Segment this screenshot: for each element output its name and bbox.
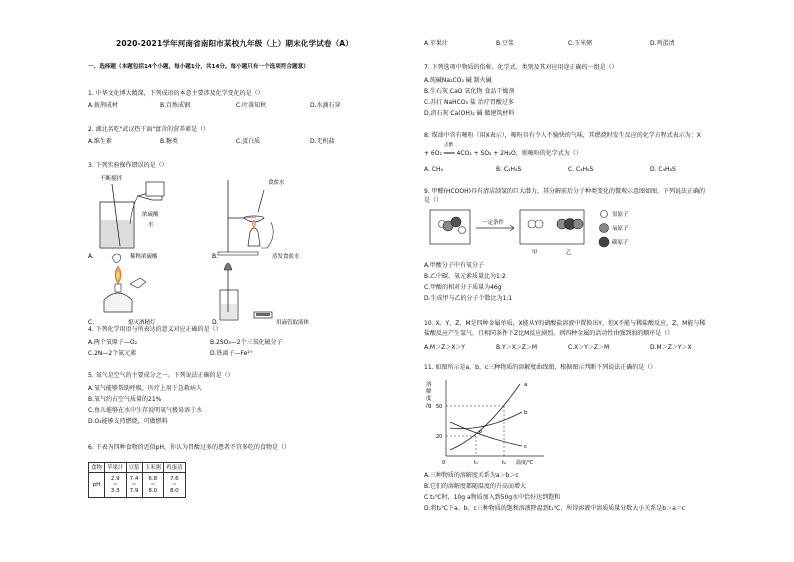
q8-option-c[interactable]: C. C₄H₆S [568,166,594,173]
q7-option-c[interactable]: C.苏打 NaHCO₃ 盐 治疗胃酸过多 [424,99,514,106]
q7-option-a[interactable]: A.纯碱Na₂CO₃ 碱 制火碱 [424,77,492,84]
q3-figure [88,172,394,332]
q9-stem-cont: 是（） [424,197,443,204]
salt-water-label: 食盐水 [268,180,285,186]
x-tick-label: t₂ [502,460,506,466]
table-header-cell: 豆浆 [126,463,142,473]
q11-option-b[interactable]: B.它们的溶解度都随温度的升高而增大 [424,483,527,490]
legend-hydrogen: 氢原子 [612,212,629,218]
section-heading: 一、选择题（本题包括14个小题，每小题1分，共14分。每小题只有一个选项符合题意） [88,64,309,70]
q3-d-letter: D. [212,319,219,326]
left-column [88,28,394,562]
q9-option-d[interactable]: D.生成甲与乙的分子个数比为1:1 [424,295,513,302]
curve-a [450,384,520,450]
q10-option-c[interactable]: C.X＞Y＞Z＞M [568,344,610,351]
q3-a-caption: 稀释浓硫酸 [130,254,158,260]
x-axis-label: 温度/℃ [516,460,534,466]
q9-option-b[interactable]: B.乙中碳、氧元素质量比为1:2 [424,273,506,280]
q1-option-c[interactable]: C.叶落知秋 [236,102,267,109]
evaporation-diagram [218,180,273,255]
q5-option-c[interactable]: C.鱼儿能够在水中生存说明氧气极易溶于水 [88,407,203,414]
table-header-cell: 鸡蛋清 [164,463,186,473]
q4-stem: 4. 下列化学用语与所表达的意义对应正确的是（） [88,326,222,333]
table-header-cell: 苹果汁 [105,463,127,473]
series-label-a: a [524,382,528,388]
q9-molecule-diagram [424,208,770,258]
ph-low: 2.9 [110,476,120,482]
q3-b-caption: 蒸发食盐水 [272,254,300,260]
q6-option-d[interactable]: D.鸡蛋清 [650,40,675,47]
q3-a-letter: A. [88,253,94,260]
ph-high: 3.3 [110,488,120,494]
q5-option-b[interactable]: B.氧气约占空气质量的21% [88,396,162,403]
carbon-atom-icon [599,237,609,247]
oxygen-atom-icon [600,224,609,233]
y-label-char: 溶 [426,382,432,388]
x-tick-label: 0 [442,460,446,466]
reaction-condition: 一定条件 [482,220,505,226]
q7-option-b[interactable]: B.生石灰 CaO 氧化物 食品干燥剂 [424,88,515,95]
q3-d-caption: 用滴管取液体 [276,320,310,326]
label-yi: 乙 [566,250,572,256]
q9-option-a[interactable]: A.甲酸分子中有氧分子 [424,262,484,269]
q8-option-d[interactable]: D. C₄H₈S [650,166,676,173]
ph-table [88,462,186,498]
q3-stem: 3. 下列实验操作错误的是（） [88,162,168,169]
q10-option-a[interactable]: A.M＞Z＞X＞Y [424,344,465,351]
q8-option-a[interactable]: A. CH₄ [424,166,443,173]
q5-stem: 5. 氧气是空气的主要成分之一。下列说法正确的是（） [88,372,234,379]
alcohol-lamp-diagram [104,266,146,312]
exam-title: 2020-2021学年河南省南阳市某校九年级（上）期末化学试卷（A） [116,39,353,48]
x-tick-label: t₁ [474,460,478,466]
y-label-char: 度 [426,396,432,402]
q9-stem: 9. 甲醛(HCOOH)具有清洁制氢的巨大潜力，其分解前后分子种类变化的微观示意图如图，下列说法正确的 [424,188,705,195]
q11-option-a[interactable]: A.三种物质的溶解度关系为a＞b＞c [424,472,519,479]
q6-stem: 6. 下表为四种食物的近似pH，你认为胃酸过多的患者不宜多吃的食物是（） [88,444,290,451]
q2-stem: 2. 湖北名吃"武汉热干面"富含的营养素是（） [88,126,210,133]
series-label-c: c [524,444,528,450]
q1-option-a[interactable]: A.披荆成材 [88,102,118,109]
ph-low: 6.8 [148,476,158,482]
q6-option-c[interactable]: C.玉米粥 [568,40,593,47]
ph-range-cell: 2.9 ~ 3.3 [105,473,127,498]
q2-option-c[interactable]: C.蛋白质 [236,138,261,145]
ph-low: 7.6 [169,476,179,482]
table-header-cell: 玉米粥 [142,463,164,473]
dropper-diagram [220,263,272,320]
ph-high: 8.0 [169,488,179,494]
q6-option-a[interactable]: A.苹果汁 [424,40,448,47]
q8-reaction-condition: 点燃 [444,143,453,148]
q1-stem: 1. 中华文化博大精深，下列成语的本意主要涉及化学变化的是（） [88,90,264,97]
series-label-b: b [524,410,528,416]
y-label-char: 解 [426,389,432,395]
q10-stem: 10. X、Y、Z、M是四种金属单质，X能从Y的硝酸盐溶液中置换出Y，但X不能与稀盐酸反应，Z、M能与稀 [424,320,706,327]
q4-option-b[interactable]: B.2SO₃—2个三氧化硫分子 [210,339,283,346]
q5-option-d[interactable]: D.O₂能够支持燃烧，可做燃料 [88,418,168,425]
ph-high: 7.9 [129,488,139,494]
hydrogen-atom-icon [601,211,608,218]
q8-stem: 8. 煤油中含有噻吩（用X表示），噻吩具有令人不愉快的气味，其燃烧时发生反应的化学方程式表示为：X [424,132,701,139]
q2-option-b[interactable]: B.糖类 [160,138,179,145]
q2-option-a[interactable]: A.维生素 [88,138,112,145]
ph-range-cell: 7.4 ~ 7.9 [126,473,142,498]
q7-stem: 7. 下列选项中物质的俗称、化学式、类别及其对应用途正确的一组是（） [424,64,618,71]
table-row-label: pH [89,473,105,498]
y-label-char: /g [426,403,432,409]
right-column [424,28,770,562]
ph-range-cell: 7.6 ~ 8.0 [164,473,186,498]
q8-option-b[interactable]: B. C₄H₄S [496,166,522,173]
curve-b [450,412,522,429]
q10-option-b[interactable]: B.Y＞X＞Z＞M [496,344,538,351]
table-header-row [89,463,186,473]
q4-option-d[interactable]: D.铁离子—Fe²⁺ [210,350,253,357]
q11-stem: 11. 如图所示是a、b、c三种物质的溶解度曲线图，根据图示判断下列说法正确的是（） [424,364,657,371]
q4-option-c[interactable]: C.2N—2个氮元素 [88,350,137,357]
q1-option-b[interactable]: B.百炼成钢 [160,102,191,109]
y-tick-label: 50 [436,404,443,410]
q7-option-d[interactable]: D.消石灰 Ca(OH)₂ 碱 做建筑材料 [424,110,515,117]
stir-label: 不断搅拌 [100,176,123,182]
legend-carbon: 碳原子 [612,240,629,246]
ph-high: 8.0 [148,488,158,494]
y-tick-label: 20 [436,434,443,440]
q11-option-c[interactable]: C.t₂℃时，10g a物质加入到50g水中恰好达到饱和 [424,494,561,501]
q10-stem-cont: 盐酸反应产生氢气，且相同条件下Z比M反应剧烈。则四种金属的活动性由强到弱的顺序是（） [424,330,674,337]
label-jia: 甲 [532,250,538,256]
q10-option-d[interactable]: D.M＞Z＞Y＞X [650,344,692,351]
table-row [89,473,186,498]
ph-low: 7.4 [129,476,139,482]
q1-option-d[interactable]: D.水滴石穿 [310,102,341,109]
dilution-diagram [100,182,164,263]
water-label: 水 [148,222,154,228]
q4-option-a[interactable]: A.两个氧原子—O₂ [88,339,138,346]
ph-range-cell: 6.8 ~ 8.0 [142,473,164,498]
solubility-curve-figure [424,376,584,466]
q9-option-c[interactable]: C.甲酸的相对分子质量为46g [424,284,502,291]
q2-option-d[interactable]: D.无机盐 [310,138,335,145]
q3-c-caption: 熄灭酒精灯 [128,320,156,326]
q3-c-letter: C. [88,319,95,326]
table-header-cell: 食物 [89,463,105,473]
legend-oxygen: 氧原子 [612,226,629,232]
acid-label: 浓硫酸 [142,212,159,218]
q8-equation: + 6O₂ ═══ 4CO₂ + SO₂ + 2H₂O，则噻吩的化学式为（） [424,150,582,157]
q6-option-b[interactable]: B.豆浆 [496,40,515,47]
q11-option-d[interactable]: D.将t₂℃下a、b、c三种物质的饱和溶液降温到t₁℃，所得溶液中溶质质量分数大小关系是b＞a＝c [424,505,686,512]
q3-b-letter: B. [212,253,219,260]
point-label: P [479,430,483,436]
q5-option-a[interactable]: A.氧气能够帮助呼吸，医疗上用于急救病人 [88,385,202,392]
